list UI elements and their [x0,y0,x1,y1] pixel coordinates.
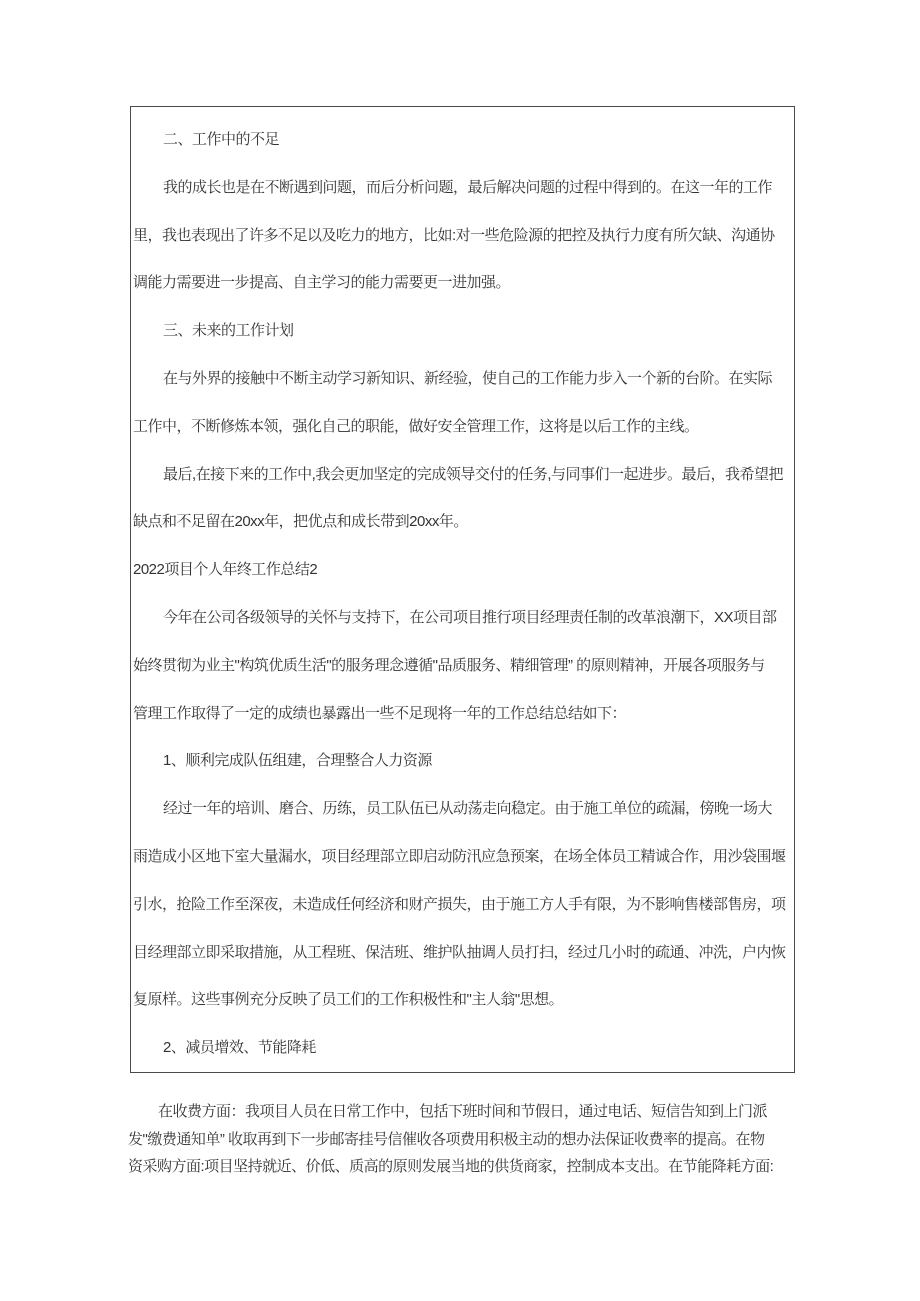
text-line: 调能力需要进一步提高、自主学习的能力需要更一进加强。 [133,274,511,292]
text-line: 缺点和不足留在20xx年，把优点和成长带到20xx年。 [133,513,468,531]
text-line: 引水，抢险工作至深夜，未造成任何经济和财产损失，由于施工方人手有限，为不影响售楼部售房，项 [133,895,786,913]
heading-section-3: 三、未来的工作计划 [163,322,294,340]
text-line: 最后,在接下来的工作中,我会更加坚定的完成领导交付的任务,与同事们一起进步。最后，我希望把 [163,465,784,483]
heading-section-2: 二、工作中的不足 [163,131,280,148]
heading-item-1: 1、顺利完成队伍组建，合理整合人力资源 [163,752,432,770]
text-line: 里，我也表现出了许多不足以及吃力的地方，比如:对一些危险源的把控及执行力度有所欠缺、沟通协 [133,226,775,244]
text-line: 工作中，不断修炼本领，强化自己的职能，做好安全管理工作，这将是以后工作的主线。 [133,417,699,435]
text-line: 始终贯彻为业主"构筑优质生活"的服务理念遵循"品质服务、精细管理” 的原则精神，开展各项服务与 [133,656,765,674]
text-line: 管理工作取得了一定的成绩也暴露出一些不足现将一年的工作总结总结如下： [133,704,627,722]
document-subtitle: 2022项目个人年终工作总结2 [133,561,318,579]
bordered-text-block [130,106,795,1073]
footer-paragraph [128,1098,795,1181]
text-line: 在与外界的接触中不断主动学习新知识、新经验，使自己的工作能力步入一个新的台阶。在实际 [163,369,773,387]
text-line: 今年在公司各级领导的关怀与支持下，在公司项目推行项目经理责任制的改革浪潮下，XX项目部 [163,608,777,626]
footer-text-line: 发"缴费通知单” 收取再到下一步邮寄挂号信催收各项费用积极主动的想办法保证收费率的提高。在物 [128,1130,765,1148]
heading-item-2: 2、减员增效、节能降耗 [163,1039,316,1057]
footer-text-line: 资采购方面:项目坚持就近、价低、质高的原则发展当地的供货商家，控制成本支出。在节能降耗方面: [128,1158,774,1175]
text-line: 目经理部立即采取措施，从工程班、保洁班、维护队抽调人员打扫，经过几小时的疏通、冲洗，户内恢 [133,943,786,961]
text-line: 雨造成小区地下室大量漏水，项目经理部立即启动防汛应急预案，在场全体员工精诚合作，用沙袋围堰 [133,847,786,865]
text-line: 复原样。这些事例充分反映了员工们的工作积极性和"主人翁"思想。 [133,991,564,1009]
text-line: 经过一年的培训、磨合、历练，员工队伍已从动荡走向稳定。由于施工单位的疏漏，傍晚一场大 [163,800,773,818]
text-line: 我的成长也是在不断遇到问题，而后分析问题，最后解决问题的过程中得到的。在这一年的工作 [163,178,773,196]
footer-text-line: 在收费方面：我项目人员在日常工作中，包括下班时间和节假日，通过电话、短信告知到上门派 [158,1103,768,1120]
